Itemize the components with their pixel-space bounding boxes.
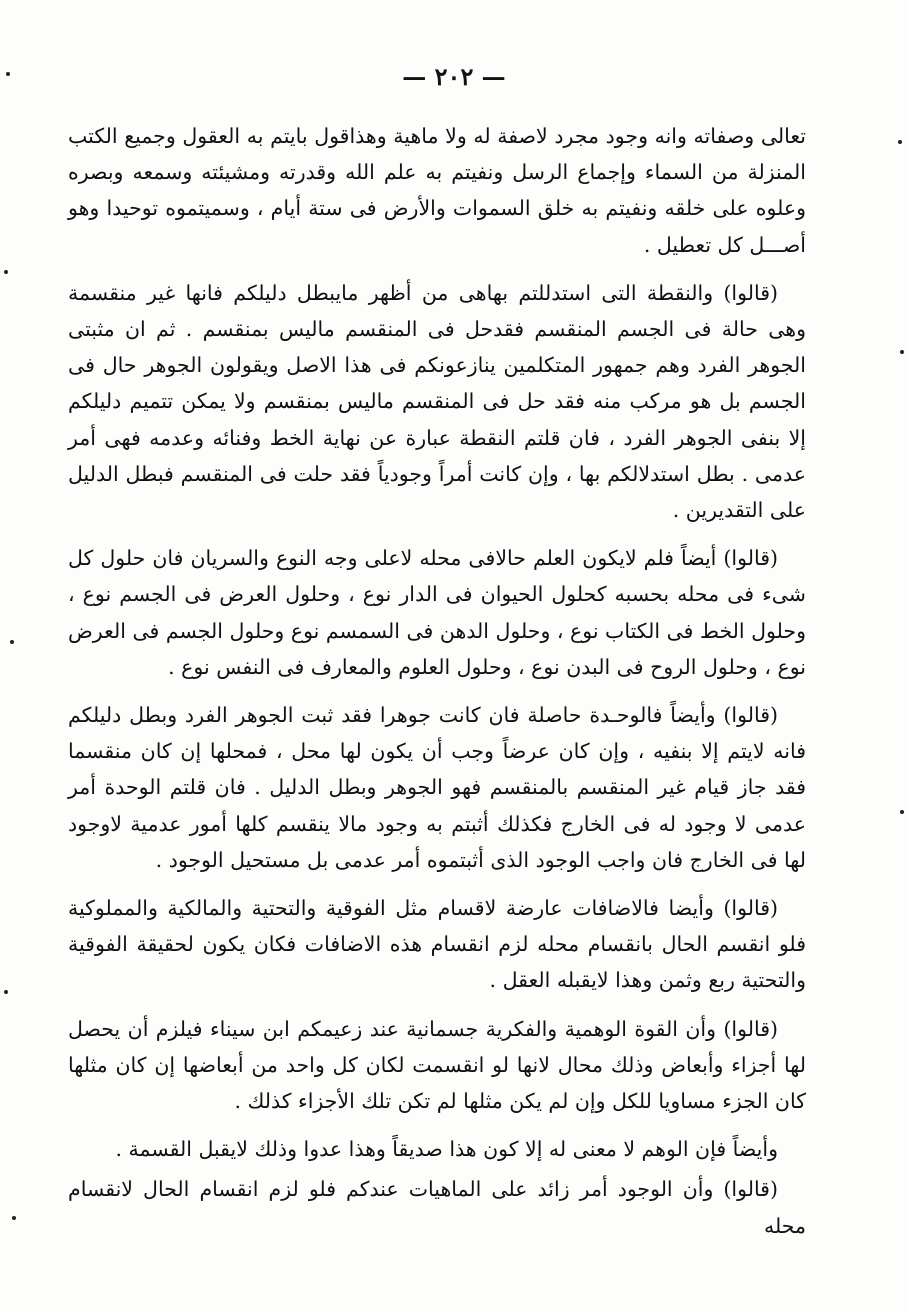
scan-speck (4, 990, 8, 994)
paragraph-5: (قالوا) وأيضا فالاضافات عارضة لاقسام مثل الفوقية والتحتية والمالكية والمملوكية فلو انقسم الحال بانقسام محله لزم انقسام هذه الاضافات فكان يكون لحقيقة الفوقية والتحتية ربع وثمن وهذا لايقبله العقل . (68, 896, 806, 993)
page-number: — ٢٠٢ — (402, 62, 506, 91)
paragraph-3: (قالوا) أيضاً فلم لايكون العلم حالافى محله لاعلى وجه النوع والسريان فان حلول كل شىء فى محله بحسبه كحلول الحيوان فى الدار نوع ، وحلول العرض فى الجسم نوع ، وحلول الخط فى الكتاب نوع ، وحلول الدهن فى السمسم نوع وحلول الجسم فى العرض نوع ، وحلول الروح فى البدن نوع ، وحلول العلوم والمعارف فى النفس نوع . (68, 546, 806, 679)
scan-speck (4, 270, 8, 274)
paragraph-1: تعالى وصفاته وانه وجود مجرد لاصفة له ولا ماهية وهذاقول بايتم به العقول وجميع الكتب المنزلة من السماء وإجماع الرسل ونفيتم به علم الله وقدرته ومشيئته وسمعه وبصره وعلوه على خلقه ونفيتم به خلق السموات والأرض فى ستة أيام ، وسميتموه توحيدا وهو أصـــل كل تعطيل . (68, 124, 806, 257)
body-text (68, 118, 806, 1248)
scan-speck (12, 1216, 16, 1220)
paragraph-4: (قالوا) وأيضاً فالوحـدة حاصلة فان كانت جوهرا فقد ثبت الجوهر الفرد وبطل دليلكم فانه لايتم إلا بنفيه ، وإن كان عرضاً وجب أن يكون لها محل ، فمحلها إن كان منقسما فقد جاز قيام غير المنقسم بالمنقسم فهو الجوهر وبطل الدليل . فان قلتم الوحدة أمر عدمى لا وجود له فى الخارج فكذلك أثبتم به وجود مالا ينقسم كلها أمور عدمية لاوجود لها فى الخارج فان واجب الوجود الذى أثبتموه أمر عدمى بل مستحيل الوجود . (68, 703, 806, 872)
paragraph-6: (قالوا) وأن القوة الوهمية والفكرية جسمانية عند زعيمكم ابن سيناء فيلزم أن يحصل لها أجزاء وأبعاض وذلك محال لانها لو انقسمت لكان كل واحد من أبعاضها إن كان مثلها كان الجزء مساويا للكل وإن لم يكن مثلها لم تكن تلك الأجزاء كذلك . (68, 1016, 806, 1114)
paragraph-2: (قالوا) والنقطة التى استدللتم بهاهى من أظهر مايبطل دليلكم فانها غير منقسمة وهى حالة فى الجسم المنقسم فقدحل فى المنقسم ماليس بمنقسم . ثم ان مثبتى الجوهر الفرد وهم جمهور المتكلمين ينازعونكم فى هذا الاصل ويقولون الجوهر حال فى الجسم بل هو مركب منه فقد حل فى المنقسم ماليس بمنقسم ولا يمكن تتميم دليلكم إلا بنفى الجوهر الفرد ، فان قلتم النقطة عبارة عن نهاية الخط وفنائه وعدمه فهى أمر عدمى . بطل استدلالكم بها ، وإن كانت أمراً وجودياً فقد حلت فى المنقسم فبطل الدليل على التقديرين . (68, 280, 806, 523)
scan-speck (900, 810, 904, 814)
scan-speck (898, 140, 902, 144)
paragraph-7: وأيضاً فإن الوهم لا معنى له إلا كون هذا صديقاً وهذا عدوا وذلك لايقبل القسمة . (115, 1137, 778, 1162)
scan-speck (900, 350, 904, 354)
scan-speck (6, 72, 10, 76)
paragraph-8: (قالوا) وأن الوجود أمر زائد على الماهيات عندكم فلو لزم انقسام الحال لانقسام محله (68, 1177, 806, 1238)
scan-speck (10, 640, 14, 644)
